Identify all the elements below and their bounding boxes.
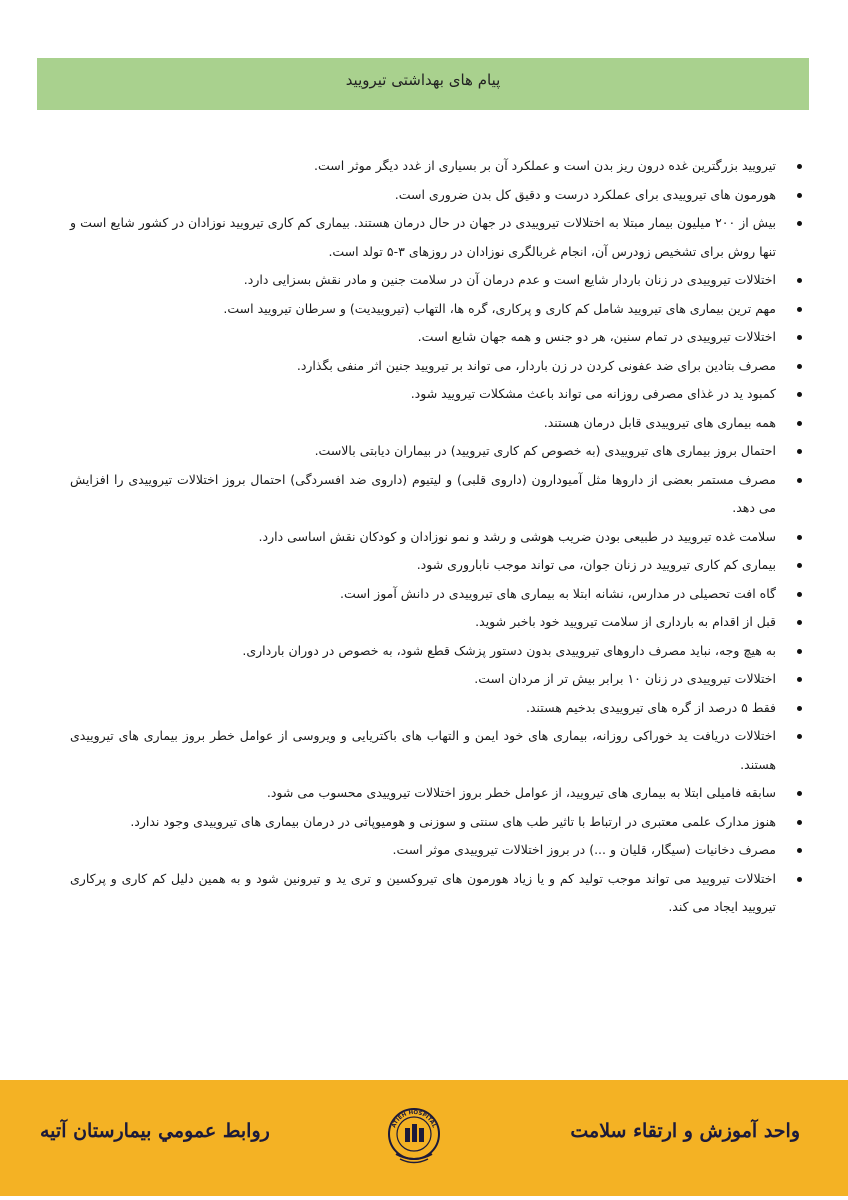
list-item: اختلالات دریافت ید خوراکی روزانه، بیماری های خود ایمن و التهاب های باکتریایی و ویروسی از عوامل خطر بروز بیماری های تیروییدی هستند. <box>70 722 806 779</box>
list-item: به هیچ وجه، نباید مصرف داروهای تیروییدی بدون دستور پزشک قطع شود، به خصوص در دوران بارداری. <box>70 637 806 666</box>
logo-text: ATIEH HOSPITAL <box>391 1109 437 1129</box>
header-banner <box>37 58 809 110</box>
list-item: قبل از اقدام به بارداری از سلامت تیرویید خود باخبر شوید. <box>70 608 806 637</box>
list-item: مصرف دخانیات (سیگار، قلیان و ...) در بروز اختلالات تیروییدی موثر است. <box>70 836 806 865</box>
health-messages-list <box>70 152 806 922</box>
list-item: سلامت غده تیرویید در طبیعی بودن ضریب هوشی و رشد و نمو نوزادان و کودکان نقش اساسی دارد. <box>70 523 806 552</box>
list-item: اختلالات تیروییدی در زنان باردار شایع است و عدم درمان آن در سلامت جنین و مادر نقش بسزایی دارد. <box>70 266 806 295</box>
list-item: اختلالات تیروییدی در تمام سنین، هر دو جنس و همه جهان شایع است. <box>70 323 806 352</box>
list-item: بیش از ۲۰۰ میلیون بیمار مبتلا به اختلالات تیروییدی در جهان در حال درمان هستند. بیماری کم کاری تیرویید نوزادان در کشور شایع است و تنها روش برای تشخیص زودرس آن، انجام غربالگری نوزادان در روزهای ۳-۵ تولد است. <box>70 209 806 266</box>
list-item: همه بیماری های تیروییدی قابل درمان هستند. <box>70 409 806 438</box>
content-area <box>70 152 806 922</box>
list-item: فقط ۵ درصد از گره های تیروییدی بدخیم هستند. <box>70 694 806 723</box>
page-title: پیام های بهداشتی تیرویید <box>345 71 501 89</box>
list-item: تیرویید بزرگترین غده درون ریز بدن است و عملکرد آن بر بسیاری از غدد دیگر موثر است. <box>70 152 806 181</box>
hospital-logo-icon <box>386 1104 442 1166</box>
list-item: اختلالات تیروییدی در زنان ۱۰ برابر بیش تر از مردان است. <box>70 665 806 694</box>
list-item: سابقه فامیلی ابتلا به بیماری های تیرویید، از عوامل خطر بروز اختلالات تیروییدی محسوب می شود. <box>70 779 806 808</box>
list-item: گاه افت تحصیلی در مدارس، نشانه ابتلا به بیماری های تیروییدی در دانش آموز است. <box>70 580 806 609</box>
list-item: مصرف بتادین برای ضد عفونی کردن در زن باردار، می تواند بر تیرویید جنین اثر منفی بگذارد. <box>70 352 806 381</box>
list-item: هورمون های تیروییدی برای عملکرد درست و دقیق کل بدن ضروری است. <box>70 181 806 210</box>
list-item: بیماری کم کاری تیرویید در زنان جوان، می تواند موجب ناباروری شود. <box>70 551 806 580</box>
list-item: مهم ترین بیماری های تیرویید شامل کم کاری و پرکاری، گره ها، التهاب (تیروییدیت) و سرطان تیرویید است. <box>70 295 806 324</box>
list-item: کمبود ید در غذای مصرفی روزانه می تواند باعث مشکلات تیرویید شود. <box>70 380 806 409</box>
footer-public-relations: روابط عمومي بيمارستان آتيه <box>40 1120 270 1142</box>
list-item: احتمال بروز بیماری های تیروییدی (به خصوص کم کاری تیرویید) در بیماران دیابتی بالاست. <box>70 437 806 466</box>
list-item: اختلالات تیرویید می تواند موجب تولید کم و یا زیاد هورمون های تیروکسین و تری ید و تیرونین شود و به همین دلیل کم کاری و پرکاری تیرویید ایجاد می کند. <box>70 865 806 922</box>
list-item: هنوز مدارک علمی معتبری در ارتباط با تاثیر طب های سنتی و سوزنی و هومیوپاتی در درمان بیماری های تیروییدی وجود ندارد. <box>70 808 806 837</box>
footer-department-name: واحد آموزش و ارتقاء سلامت <box>570 1120 800 1142</box>
list-item: مصرف مستمر بعضی از داروها مثل آمیودارون (داروی قلبی) و لیتیوم (داروی ضد افسردگی) احتمال بروز اختلالات تیروییدی را افزایش می دهد. <box>70 466 806 523</box>
